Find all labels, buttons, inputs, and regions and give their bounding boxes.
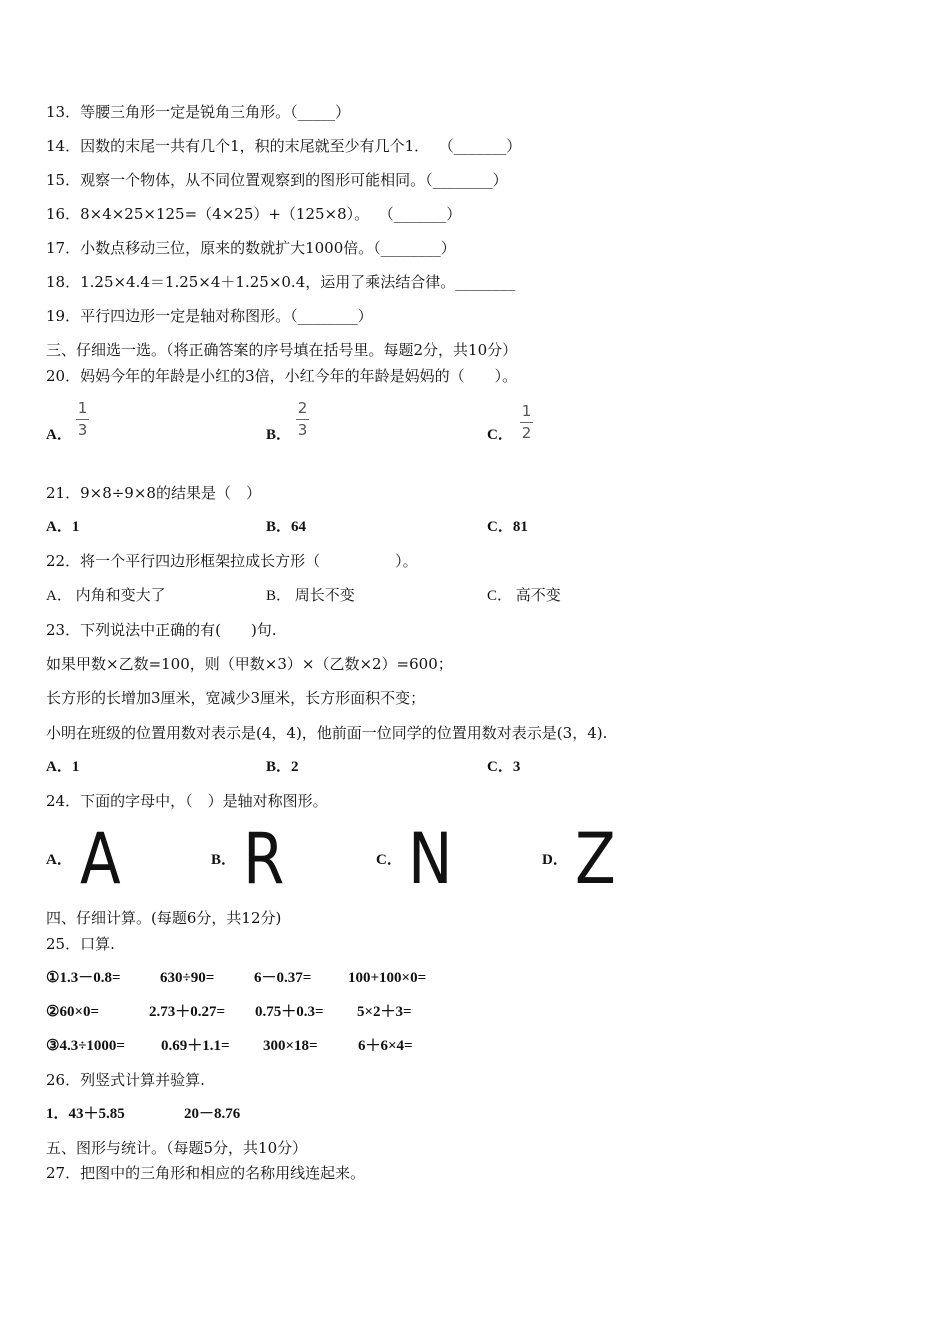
numerator: 1 bbox=[77, 399, 88, 417]
calc-item: 6＋6×4= bbox=[358, 1038, 413, 1054]
q26-item-1: 1．43＋5.85 bbox=[46, 1106, 125, 1122]
q23-option-c: C．3 bbox=[487, 759, 521, 775]
q21-option-a: A．1 bbox=[46, 519, 80, 535]
q22-option-b: B． 周长不变 bbox=[266, 588, 355, 604]
calc-item: ①1.3－0.8= bbox=[46, 970, 121, 986]
q20-option-b-label: B． bbox=[266, 427, 292, 443]
calc-item: 0.75＋0.3= bbox=[255, 1004, 324, 1020]
calc-item: 300×18= bbox=[263, 1038, 318, 1054]
question-18: 18．1.25×4.4＝1.25×4＋1.25×0.4，运用了乘法结合律。________ bbox=[46, 273, 516, 291]
q24-option-a-label: A． bbox=[46, 852, 72, 868]
q26-item-2: 20－8.76 bbox=[184, 1106, 241, 1122]
q22-option-a: A． 内角和变大了 bbox=[46, 588, 166, 604]
numerator: 2 bbox=[297, 399, 308, 417]
q21-option-b: B．64 bbox=[266, 519, 307, 535]
q23-statement-2: 长方形的长增加3厘米，宽减少3厘米，长方形面积不变； bbox=[46, 689, 426, 707]
q24-option-c-label: C． bbox=[376, 852, 402, 868]
section-5-heading: 五、图形与统计。（每题5分，共10分） bbox=[46, 1139, 308, 1157]
question-26: 26．列竖式计算并验算. bbox=[46, 1071, 205, 1089]
question-17: 17．小数点移动三位，原来的数就扩大1000倍。（________） bbox=[46, 239, 456, 257]
question-13: 13．等腰三角形一定是锐角三角形。（_____） bbox=[46, 103, 351, 121]
q24-option-b-label: B． bbox=[211, 852, 237, 868]
question-27: 27．把图中的三角形和相应的名称用线连起来。 bbox=[46, 1164, 366, 1182]
calc-item: 630÷90= bbox=[160, 970, 215, 986]
letter-n-image: N bbox=[408, 818, 453, 900]
question-24: 24．下面的字母中，（ ）是轴对称图形。 bbox=[46, 792, 328, 810]
letter-z-image: Z bbox=[575, 818, 616, 900]
letter-a-image: A bbox=[80, 818, 121, 900]
question-20: 20．妈妈今年的年龄是小红的3倍，小红今年的年龄是妈妈的（ ）。 bbox=[46, 367, 518, 385]
question-15: 15．观察一个物体，从不同位置观察到的图形可能相同。（________） bbox=[46, 171, 508, 189]
calc-item: 0.69＋1.1= bbox=[161, 1038, 230, 1054]
q23-option-b: B．2 bbox=[266, 759, 299, 775]
q23-statement-3: 小明在班级的位置用数对表示是(4，4)，他前面一位同学的位置用数对表示是(3，4). bbox=[46, 724, 608, 742]
question-19: 19．平行四边形一定是轴对称图形。（________） bbox=[46, 307, 373, 325]
q21-option-c: C．81 bbox=[487, 519, 528, 535]
q20-option-b-fraction bbox=[296, 400, 309, 439]
q20-option-a-fraction bbox=[76, 400, 89, 439]
q22-option-c: C． 高不变 bbox=[487, 588, 561, 604]
calc-item: 5×2＋3= bbox=[357, 1004, 412, 1020]
section-3-heading: 三、仔细选一选。（将正确答案的序号填在括号里。每题2分，共10分） bbox=[46, 341, 518, 359]
question-16: 16．8×4×25×125=（4×25）+（125×8）。 （_______） bbox=[46, 205, 462, 223]
denominator: 2 bbox=[521, 424, 532, 442]
calc-item: ③4.3÷1000= bbox=[46, 1038, 125, 1054]
calc-item: 6－0.37= bbox=[254, 970, 312, 986]
letter-r-image: R bbox=[243, 818, 285, 900]
q20-option-c-label: C． bbox=[487, 427, 513, 443]
question-23: 23．下列说法中正确的有( )句. bbox=[46, 621, 277, 639]
q23-statement-1: 如果甲数×乙数=100，则（甲数×3）×（乙数×2）=600； bbox=[46, 655, 453, 673]
question-14: 14．因数的末尾一共有几个1，积的末尾就至少有几个1． （_______） bbox=[46, 137, 522, 155]
calc-item: ②60×0= bbox=[46, 1004, 100, 1020]
calc-item: 100+100×0= bbox=[348, 970, 427, 986]
q24-option-d-label: D． bbox=[542, 852, 568, 868]
denominator: 3 bbox=[77, 421, 88, 439]
q20-option-a-label: A． bbox=[46, 427, 72, 443]
q20-option-c-fraction bbox=[520, 403, 533, 442]
denominator: 3 bbox=[297, 421, 308, 439]
numerator: 1 bbox=[521, 402, 532, 420]
q23-option-a: A．1 bbox=[46, 759, 80, 775]
question-22: 22．将一个平行四边形框架拉成长方形（ ）。 bbox=[46, 552, 418, 570]
section-4-heading: 四、仔细计算。(每题6分，共12分) bbox=[46, 909, 282, 927]
calc-item: 2.73＋0.27= bbox=[149, 1004, 226, 1020]
question-21: 21．9×8÷9×8的结果是（ ） bbox=[46, 484, 261, 502]
question-25: 25．口算. bbox=[46, 935, 115, 953]
